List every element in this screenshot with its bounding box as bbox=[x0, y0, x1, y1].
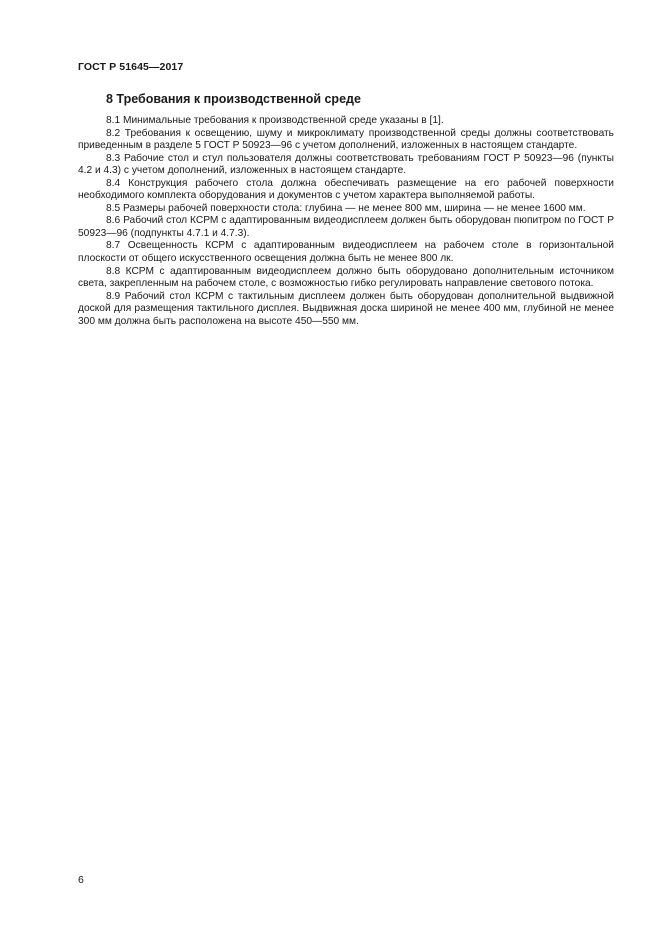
paragraph-8-1: 8.1 Минимальные требования к производственной среде указаны в [1]. bbox=[106, 115, 444, 126]
paragraph-8-9: 8.9 Рабочий стол КСРМ с тактильным дисплеем должен быть оборудован дополнительной выдвижной доской для размещения тактильного дисплея. Выдвижная доска шириной не менее 400 мм, глубиной не менее 300 мм должна быть расположена на высоте 450—550 мм. bbox=[78, 290, 614, 327]
paragraph-8-3: 8.3 Рабочие стол и стул пользователя должны соответствовать требованиям ГОСТ Р 50923—96 (пункты 4.2 и 4.3) с учетом дополнений, изложенных в настоящем стандарте. bbox=[78, 152, 614, 177]
paragraph-8-6: 8.6 Рабочий стол КСРМ с адаптированным видеодисплеем должен быть оборудован пюпитром по ГОСТ Р 50923—96 (подпункты 4.7.1 и 4.7.3). bbox=[78, 215, 614, 239]
paragraph-8-8: 8.8 КСРМ с адаптированным видеодисплеем должно быть оборудовано дополнительным источником света, закрепленным на рабочем столе, с возможностью гибко регулировать направление светового потока. bbox=[78, 265, 614, 290]
paragraph-8-7: 8.7 Освещенность КСРМ с адаптированным видеодисплеем на рабочем столе в горизонтальной плоскости от общего искусственного освещения должна быть не менее 800 лк. bbox=[78, 240, 614, 265]
paragraph-8-2: 8.2 Требования к освещению, шуму и микроклимату производственной среды должны соответствовать приведенным в разделе 5 ГОСТ Р 50923—96 с учетом дополнений, изложенных в настоящем стандарте. bbox=[78, 127, 614, 152]
document-code-header: ГОСТ Р 51645—2017 bbox=[78, 61, 184, 73]
page-number: 6 bbox=[78, 874, 84, 886]
paragraph-8-4: 8.4 Конструкция рабочего стола должна обеспечивать размещение на его рабочей поверхности необходимого комплекта оборудования и документов с учетом характера выполняемой работы. bbox=[78, 177, 614, 202]
section-title: 8 Требования к производственной среде bbox=[106, 92, 361, 106]
section-body bbox=[78, 115, 614, 328]
paragraph-8-5: 8.5 Размеры рабочей поверхности стола: глубина — не менее 800 мм, ширина — не менее 1600 мм. bbox=[106, 202, 586, 214]
